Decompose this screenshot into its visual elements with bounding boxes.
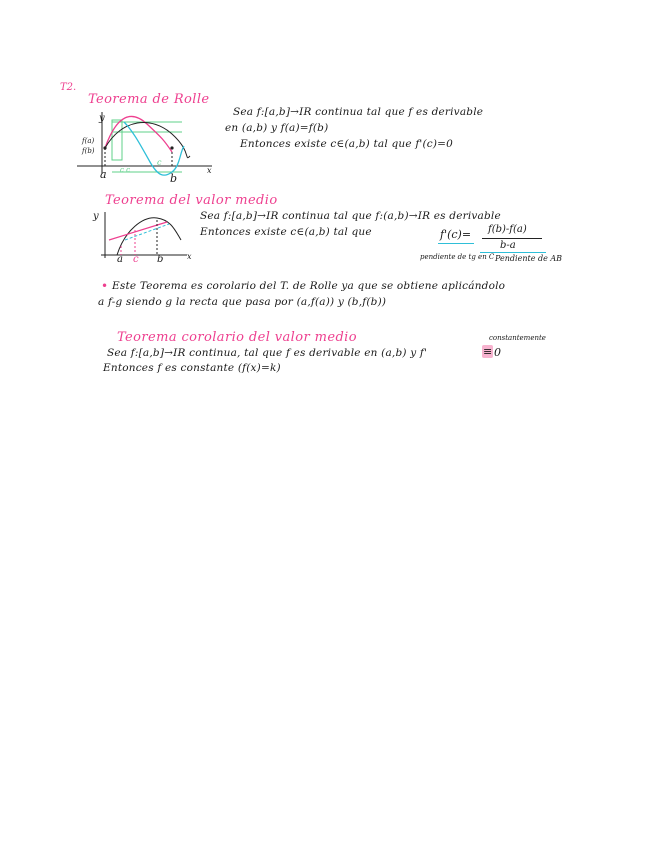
valor-medio-title: Teorema del valor medio — [105, 193, 278, 208]
vm-numerator: f(b)-f(a) — [488, 224, 527, 235]
corolario-zero: 0 — [494, 346, 501, 359]
vm-note-left: pendiente de tg en C — [420, 253, 495, 261]
vm-curve — [117, 218, 181, 255]
vm-x-label: x — [187, 252, 192, 261]
corolario-equiv: ≡ — [483, 345, 493, 358]
corolario-title: Teorema corolario del valor medio — [117, 330, 357, 345]
rolle-a-label: a — [100, 168, 107, 181]
rolle-green-box — [112, 120, 122, 160]
vm-line-2: Entonces existe c∈(a,b) tal que — [200, 226, 372, 238]
nota-bullet: • — [101, 279, 109, 293]
vm-b-label: b — [157, 254, 164, 265]
rolle-b-label: b — [170, 172, 178, 185]
vm-note-right: Pendiente de AB — [495, 254, 563, 263]
valor-medio-graph — [95, 210, 195, 265]
rolle-line-1: Sea f:[a,b]→IR continua tal que f es derivable — [233, 106, 484, 118]
vm-formula-lhs: f'(c)= — [440, 228, 472, 241]
rolle-c-label: c — [157, 158, 162, 167]
rolle-title: Teorema de Rolle — [88, 92, 210, 107]
vm-y-label: y — [93, 211, 99, 222]
rolle-line-2: en (a,b) y f(a)=f(b) — [225, 122, 329, 134]
rolle-c-ticks: c c — [120, 166, 131, 174]
rolle-line-3: Entonces existe c∈(a,b) tal que f'(c)=0 — [240, 138, 454, 150]
vm-denominator: b-a — [500, 240, 516, 251]
rolle-y-label: y — [99, 113, 105, 124]
vm-secant — [109, 222, 167, 240]
vm-c-label: c — [133, 254, 139, 265]
nota-line-2: a f-g siendo g la recta que pasa por (a,f(a)) y (b,f(b)) — [98, 296, 387, 308]
rolle-x-label: x — [207, 166, 212, 175]
vm-line-1: Sea f:[a,b]→IR continua tal que f:(a,b)→IR es derivable — [200, 210, 501, 222]
vm-a-label: a — [117, 254, 123, 265]
rolle-fa-label: f(a) — [82, 137, 95, 145]
corolario-annotation: constantemente — [489, 334, 546, 342]
rolle-black-curve — [105, 122, 190, 157]
nota-line-1: Este Teorema es corolario del T. de Rolle ya que se obtiene aplicándolo — [112, 280, 506, 292]
rolle-fb-label: f(b) — [82, 147, 95, 155]
corolario-line-1: Sea f:[a,b]→IR continua, tal que f es derivable en (a,b) y f' — [107, 347, 428, 359]
vm-tangent — [125, 224, 169, 240]
corolario-line-2: Entonces f es constante (f(x)=k) — [103, 362, 281, 374]
page-number: T2. — [60, 82, 77, 93]
